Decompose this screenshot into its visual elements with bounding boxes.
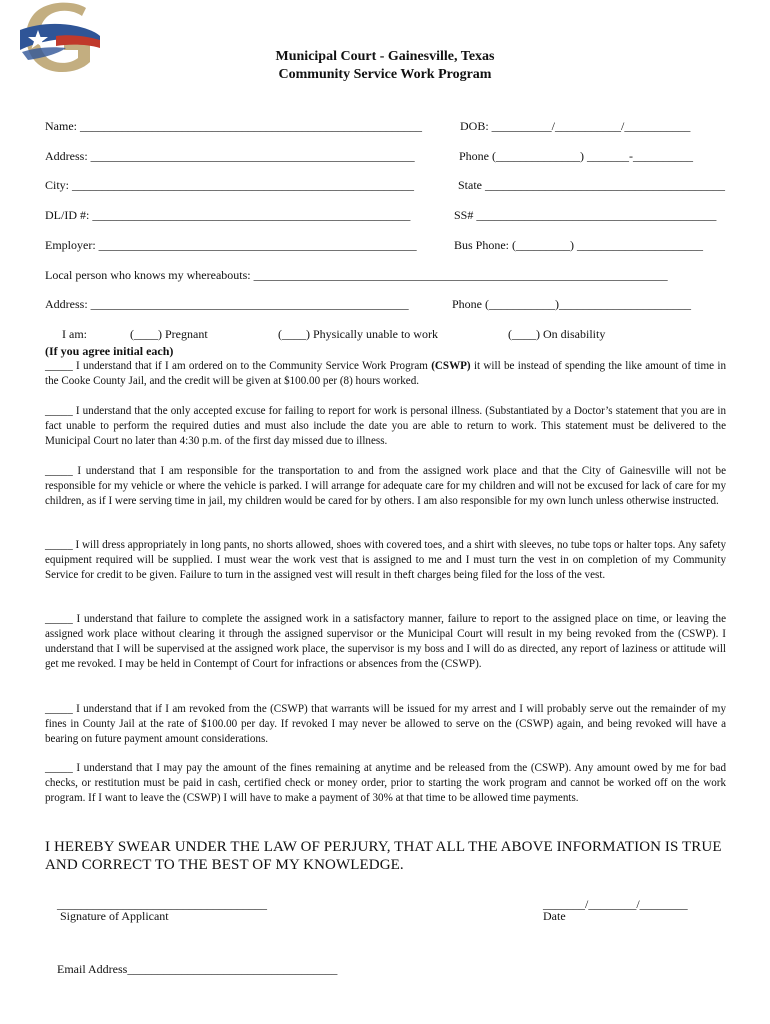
state-field[interactable]: State ________________________________________	[458, 178, 725, 192]
dlid-field[interactable]: DL/ID #: _____________________________________________________	[45, 208, 411, 222]
date-label: Date	[543, 909, 566, 923]
signature-line[interactable]: ___________________________________	[57, 897, 267, 911]
phone2-field[interactable]: Phone (___________)______________________	[452, 297, 691, 311]
date-line[interactable]: _______/________/________	[543, 897, 688, 911]
disability-option[interactable]: (____) On disability	[508, 327, 606, 341]
address2-field[interactable]: Address: _____________________________________________________	[45, 297, 409, 311]
phone-field[interactable]: Phone (______________) _______-__________	[459, 149, 693, 163]
perjury-oath: I HEREBY SWEAR UNDER THE LAW OF PERJURY, THAT ALL THE ABOVE INFORMATION IS TRUE AND CORRECT TO THE BEST OF MY KNOWLEDGE.	[45, 839, 722, 873]
paragraph-revocation: _____ I understand that failure to complete the assigned work in a satisfactory manner, failure to report to the assigned place on time, or leaving the assigned work place without clearing it through the assigned supervisor or the Municipal Court will result in my being revoked from the (CSWP). I understand that I will be supervised at the assigned work place, the supervisor is my boss and I will do as directed, any report of laziness or attitude will get me revoked. I may be held in Contempt of Court for infractions or absences from the (CSWP).	[45, 613, 726, 670]
form-subtitle: Community Service Work Program	[278, 67, 492, 82]
p1-text-c: it will be instead of spending the like amount of time in the Cooke County Jail, and the credit will be given at $100.00 per (8) hours worked.	[45, 360, 726, 387]
address-field[interactable]: Address: ______________________________________________________	[45, 149, 415, 163]
email-field[interactable]: Email Address___________________________________	[57, 962, 338, 976]
i-am-label: I am:	[62, 327, 87, 341]
dob-field[interactable]: DOB: __________/___________/___________	[460, 119, 691, 133]
city-field[interactable]: City: _________________________________________________________	[45, 178, 415, 192]
bus-phone-field[interactable]: Bus Phone: (_________) _____________________	[454, 238, 703, 252]
paragraph-warrants: _____ I understand that if I am revoked from the (CSWP) that warrants will be issued for my arrest and I will probably serve out the remainder of my fines in County Jail at the rate of $100.00 per day. If revoked I may never be allowed to serve on the (CSWP) again, and being revoked will have a bearing on future payment amount considerations.	[45, 703, 726, 745]
ss-field[interactable]: SS# ________________________________________	[454, 208, 717, 222]
paragraph-cswp-credit	[45, 359, 726, 389]
name-field[interactable]: Name: _________________________________________________________	[45, 119, 422, 133]
signature-label: Signature of Applicant	[60, 909, 169, 923]
paragraph-payment: _____ I understand that I may pay the amount of the fines remaining at anytime and be released from the (CSWP). Any amount owed by me for bad checks, or restitution must be paid in cash, certified check or money order, prior to starting the work program and cannot be worked off on the work program. If I want to leave the (CSWP) I will have to make a payment of 30% at that time to be allowed time payments.	[45, 762, 726, 804]
paragraph-dress-code: _____ I will dress appropriately in long pants, no shorts allowed, shoes with covered toes, and a shirt with sleeves, no tube tops or halter tops. Any safety equipment required will be supplied. I must wear the work vest that is assigned to me and I must turn the vest in on completion of my Community Service for credit to be given. Failure to turn in the assigned vest will result in theft charges being filed for the loss of the vest.	[45, 539, 726, 581]
local-person-field[interactable]: Local person who knows my whereabouts: _____________________________________________________________________	[45, 268, 668, 282]
form-title: Municipal Court - Gainesville, Texas	[275, 49, 495, 64]
employer-field[interactable]: Employer: _____________________________________________________	[45, 238, 417, 252]
p1-text-a: _____ I understand that if I am ordered on to the Community Service Work Program	[45, 360, 432, 372]
initial-instruction: (If you agree initial each)	[45, 344, 174, 358]
unable-option[interactable]: (____) Physically unable to work	[278, 327, 438, 341]
p1-text-b: (CSWP)	[431, 360, 471, 372]
paragraph-transportation: _____ I understand that I am responsible for the transportation to and from the assigned work place and that the City of Gainesville will not be responsible for my vehicle or where the vehicle is parked. I will arrange for adequate care for my children and will not be excused for lack of care for my children, as if I were serving time in jail, my children would be cared for by others. I am also responsible for my own lunch unless otherwise instructed.	[45, 465, 726, 507]
pregnant-option[interactable]: (____) Pregnant	[130, 327, 208, 341]
paragraph-illness-excuse: _____ I understand that the only accepted excuse for failing to report for work is personal illness. (Substantiated by a Doctor’s statement that you are in fact unable to perform the required duties and must also include the date you are able to return to work. This statement must be delivered to the Municipal Court no later than 4:30 p.m. of the first day missed due to illness.	[45, 405, 726, 447]
